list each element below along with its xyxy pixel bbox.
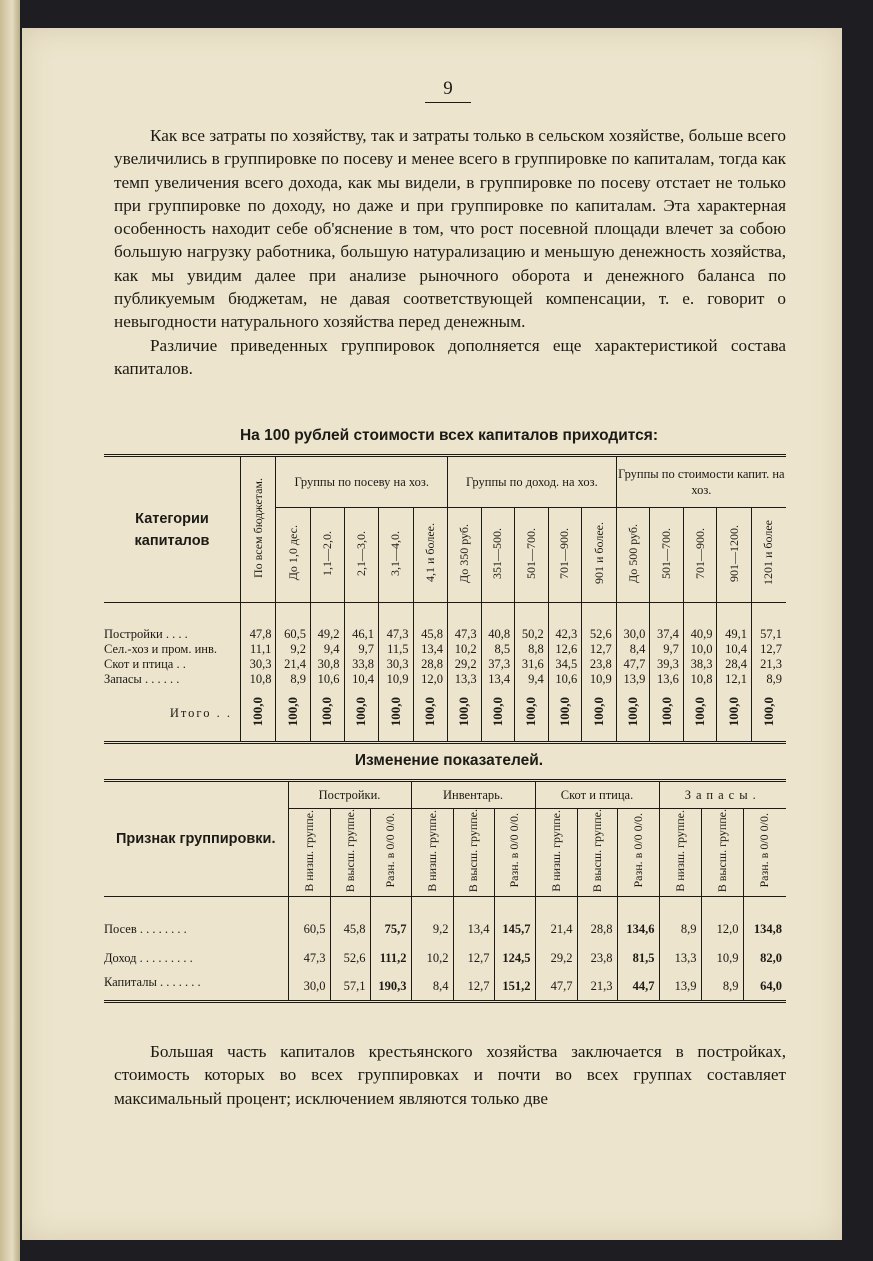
- table2-cell: 57,1: [330, 973, 370, 1002]
- table2-col-header: Разн. в 0/0 0/0.: [617, 809, 659, 897]
- table1-cell: 28,8: [413, 657, 448, 672]
- col-header: 701—900.: [683, 508, 717, 603]
- col-header: 701—900.: [548, 508, 582, 603]
- col-header: 1,1—2,0.: [310, 508, 344, 603]
- total-cell: 100,0: [481, 687, 515, 743]
- table1-cell: 9,2: [276, 642, 311, 657]
- table1-cell: 10,6: [548, 672, 582, 687]
- table2-row: [104, 944, 786, 973]
- table1-cell: 8,8: [515, 642, 549, 657]
- table2-col-header: В высш. группе.: [701, 809, 743, 897]
- table2-cell: 10,2: [411, 944, 453, 973]
- table1-all-header: По всем бюджетам.: [241, 456, 276, 603]
- total-cell: 100,0: [276, 687, 311, 743]
- table2-group-stocks: Запасы.: [659, 781, 786, 809]
- row-label: Капиталы . . . . . . .: [104, 973, 288, 1002]
- table1-total-row: [104, 687, 786, 743]
- page-number: 9: [425, 78, 471, 103]
- table1-cell: 28,4: [717, 657, 752, 672]
- table2-cell: 30,0: [288, 973, 330, 1002]
- table1-spacer: [104, 603, 786, 627]
- total-cell: 100,0: [344, 687, 379, 743]
- table1-cell: 37,3: [481, 657, 515, 672]
- table1-cell: 47,3: [448, 627, 482, 642]
- table1-cell: 52,6: [582, 627, 617, 642]
- total-cell: 100,0: [379, 687, 414, 743]
- table2-cell: 60,5: [288, 915, 330, 944]
- table2-col-header: В низш. группе.: [411, 809, 453, 897]
- table2-category-header: Признак группировки.: [104, 781, 288, 897]
- col-header: 501—700.: [650, 508, 684, 603]
- table2-cell: 8,9: [701, 973, 743, 1002]
- col-header: 1201 и более: [751, 508, 786, 603]
- capital-structure-table: [104, 454, 786, 744]
- table1-cell: 10,0: [683, 642, 717, 657]
- table1-cell: 46,1: [344, 627, 379, 642]
- table2-cell: 21,3: [577, 973, 617, 1002]
- table1-cell: 21,4: [276, 657, 311, 672]
- table2-cell: 64,0: [743, 973, 786, 1002]
- table2-cell: 9,2: [411, 915, 453, 944]
- table1-cell: 23,8: [582, 657, 617, 672]
- total-cell: 100,0: [548, 687, 582, 743]
- table2-cell: 151,2: [494, 973, 535, 1002]
- table2-group-livestock: Скот и птица.: [535, 781, 659, 809]
- table1-cell: 9,4: [310, 642, 344, 657]
- total-cell: 100,0: [717, 687, 752, 743]
- total-cell: 100,0: [751, 687, 786, 743]
- table1-cell: 37,4: [650, 627, 684, 642]
- table1-cell: 49,1: [717, 627, 752, 642]
- col-header: 4,1 и более.: [413, 508, 448, 603]
- intro-text: [114, 124, 786, 380]
- total-cell: 100,0: [515, 687, 549, 743]
- table1-row: [104, 642, 786, 657]
- table1-cell: 11,1: [241, 642, 276, 657]
- table2-cell: 75,7: [370, 915, 411, 944]
- table1-cell: 47,8: [241, 627, 276, 642]
- total-cell: 100,0: [616, 687, 650, 743]
- table1-cell: 49,2: [310, 627, 344, 642]
- col-header: 351—500.: [481, 508, 515, 603]
- row-label: Запасы . . . . . .: [104, 671, 180, 686]
- table2-cell: 13,3: [659, 944, 701, 973]
- total-cell: 100,0: [582, 687, 617, 743]
- table2-cell: 134,6: [617, 915, 659, 944]
- table1-caption: На 100 рублей стоимости всех капиталов приходится:: [239, 427, 658, 444]
- table1-group-sowing: Группы по посеву на хоз.: [276, 456, 448, 508]
- table2-cell: 52,6: [330, 944, 370, 973]
- paragraph-1: Как все затраты по хозяйству, так и затраты только в сельском хозяйстве, больше всего увеличились в группировке по посеву и менее всего в группировке по капиталам, тогда как темп увеличения всего дохода, как мы видели, в группировке по посеву отстает не только при группировке по доходу, но даже и при группировке по капиталам. Эта характерная особенность находит себе об'яснение в том, что рост посевной площади влечет за собою большую нагрузку работника, большую натурализацию и меньшую денежность хозяйства, как мы увидим далее при анализе рыночного оборота и денежного баланса по публикуемым бюджетам, не давая соответствующей компенсации, т. е. говорит о невыгодности натурального хозяйства перед денежным.: [114, 126, 786, 332]
- table2-cell: 47,3: [288, 944, 330, 973]
- table2-col-header: Разн. в 0/0 0/0.: [743, 809, 786, 897]
- table2-cell: 13,4: [453, 915, 494, 944]
- table1-cell: 12,7: [751, 642, 786, 657]
- table1-cell: 8,5: [481, 642, 515, 657]
- table1-row: [104, 672, 786, 687]
- table1-cell: 47,3: [379, 627, 414, 642]
- table1-cell: 30,8: [310, 657, 344, 672]
- table2-row: [104, 915, 786, 944]
- table2-col-header: В низш. группе.: [659, 809, 701, 897]
- table2-cell: 29,2: [535, 944, 577, 973]
- table1-cell: 9,7: [344, 642, 379, 657]
- table2-cell: 8,9: [659, 915, 701, 944]
- row-label: Доход . . . . . . . . .: [104, 950, 193, 965]
- table2-cell: 47,7: [535, 973, 577, 1002]
- table2-cell: 21,4: [535, 915, 577, 944]
- table2-col-header: В высш. группе.: [453, 809, 494, 897]
- table2-cell: 111,2: [370, 944, 411, 973]
- table1-group-capital: Группы по стоимости капит. на хоз.: [616, 456, 786, 508]
- table2-cell: 145,7: [494, 915, 535, 944]
- col-header: 901 и более.: [582, 508, 617, 603]
- closing-text: [114, 1040, 786, 1110]
- table1-cell: 11,5: [379, 642, 414, 657]
- table1-cell: 33,8: [344, 657, 379, 672]
- table1-cell: 50,2: [515, 627, 549, 642]
- paragraph-3: Большая часть капиталов крестьянского хозяйства заключается в постройках, стоимость которых во всех группировках и почти во всех группах составляет максимальный процент; исключением являются только две: [114, 1042, 786, 1108]
- table1-cell: 30,3: [241, 657, 276, 672]
- table1-cell: 34,5: [548, 657, 582, 672]
- table1-cell: 8,4: [616, 642, 650, 657]
- col-header: 901—1200.: [717, 508, 752, 603]
- table1-cell: 8,9: [276, 672, 311, 687]
- table1-cell: 10,8: [683, 672, 717, 687]
- table1-cell: 39,3: [650, 657, 684, 672]
- table1-cell: 10,2: [448, 642, 482, 657]
- total-cell: 100,0: [683, 687, 717, 743]
- table2-cell: 10,9: [701, 944, 743, 973]
- table1-cell: 30,0: [616, 627, 650, 642]
- table1-cell: 13,3: [448, 672, 482, 687]
- row-label: Постройки . . . .: [104, 626, 188, 641]
- table1-cell: 30,3: [379, 657, 414, 672]
- table1-cell: 13,6: [650, 672, 684, 687]
- table2-body: [104, 915, 786, 1002]
- table1-cell: 57,1: [751, 627, 786, 642]
- table1-cell: 10,9: [379, 672, 414, 687]
- total-cell: 100,0: [310, 687, 344, 743]
- table1-body: [104, 627, 786, 687]
- row-label: Сел.-хоз и пром. инв.: [104, 641, 217, 656]
- row-label: Скот и птица . .: [104, 656, 186, 671]
- col-header: 2,1—3,0.: [344, 508, 379, 603]
- table1-cell: 10,4: [717, 642, 752, 657]
- table2-col-header: В низш. группе.: [535, 809, 577, 897]
- table1-cell: 10,6: [310, 672, 344, 687]
- total-label: Итого . .: [104, 687, 241, 743]
- table1-cell: 29,2: [448, 657, 482, 672]
- table1-row: [104, 657, 786, 672]
- table1-cell: 8,9: [751, 672, 786, 687]
- table1-group-income: Группы по доход. на хоз.: [448, 456, 617, 508]
- table2-cell: 124,5: [494, 944, 535, 973]
- table2-cell: 12,7: [453, 973, 494, 1002]
- table1-row: [104, 627, 786, 642]
- table2-group-buildings: Постройки.: [288, 781, 411, 809]
- table1-cell: 13,4: [481, 672, 515, 687]
- row-label: Посев . . . . . . . .: [104, 921, 187, 936]
- table2-cell: 23,8: [577, 944, 617, 973]
- table1-cell: 12,0: [413, 672, 448, 687]
- table2-group-inventory: Инвентарь.: [411, 781, 535, 809]
- table1-cell: 21,3: [751, 657, 786, 672]
- col-header: До 1,0 дес.: [276, 508, 311, 603]
- table2-cell: 44,7: [617, 973, 659, 1002]
- table2-spacer: [104, 897, 786, 915]
- table1-cell: 42,3: [548, 627, 582, 642]
- table1-cell: 60,5: [276, 627, 311, 642]
- total-cell: 100,0: [650, 687, 684, 743]
- table2-cell: 12,7: [453, 944, 494, 973]
- col-header: До 500 руб.: [616, 508, 650, 603]
- table1-cell: 9,4: [515, 672, 549, 687]
- table1-cell: 40,8: [481, 627, 515, 642]
- table1-cell: 38,3: [683, 657, 717, 672]
- table2-cell: 82,0: [743, 944, 786, 973]
- table2-cell: 190,3: [370, 973, 411, 1002]
- col-header: 3,1—4,0.: [379, 508, 414, 603]
- table1-cell: 10,8: [241, 672, 276, 687]
- table2-col-header: В низш. группе.: [288, 809, 330, 897]
- table2-col-header: Разн. в 0/0 0/0.: [370, 809, 411, 897]
- table2-cell: 13,9: [659, 973, 701, 1002]
- table1-cell: 12,6: [548, 642, 582, 657]
- table1-cell: 12,1: [717, 672, 752, 687]
- indicator-change-table: [104, 779, 786, 1003]
- table1-cell: 9,7: [650, 642, 684, 657]
- table2-cell: 28,8: [577, 915, 617, 944]
- table2-cell: 12,0: [701, 915, 743, 944]
- total-cell: 100,0: [413, 687, 448, 743]
- table1-cell: 10,4: [344, 672, 379, 687]
- table2-col-header: Разн. в 0/0 0/0.: [494, 809, 535, 897]
- table2-col-header: В высш. группе.: [330, 809, 370, 897]
- table1-cell: 40,9: [683, 627, 717, 642]
- table2-col-header: В высш. группе.: [577, 809, 617, 897]
- total-cell: 100,0: [448, 687, 482, 743]
- paragraph-2: Различие приведенных группировок дополняется еще характеристикой состава капиталов.: [114, 335, 786, 378]
- col-header: 501—700.: [515, 508, 549, 603]
- table2-cell: 81,5: [617, 944, 659, 973]
- table2-cell: 134,8: [743, 915, 786, 944]
- table1-cell: 47,7: [616, 657, 650, 672]
- total-cell: 100,0: [241, 687, 276, 743]
- adjacent-page-edge: [0, 0, 20, 1261]
- table1-cell: 13,9: [616, 672, 650, 687]
- table1-cell: 45,8: [413, 627, 448, 642]
- table1-cell: 10,9: [582, 672, 617, 687]
- col-header: До 350 руб.: [448, 508, 482, 603]
- table2-cell: 45,8: [330, 915, 370, 944]
- table1-cell: 12,7: [582, 642, 617, 657]
- table1-cell: 31,6: [515, 657, 549, 672]
- table2-caption: Изменение показателей.: [354, 752, 544, 769]
- table2-cell: 8,4: [411, 973, 453, 1002]
- table1-cell: 13,4: [413, 642, 448, 657]
- table1-category-header: Категории капиталов: [104, 456, 241, 603]
- table2-row: [104, 973, 786, 1002]
